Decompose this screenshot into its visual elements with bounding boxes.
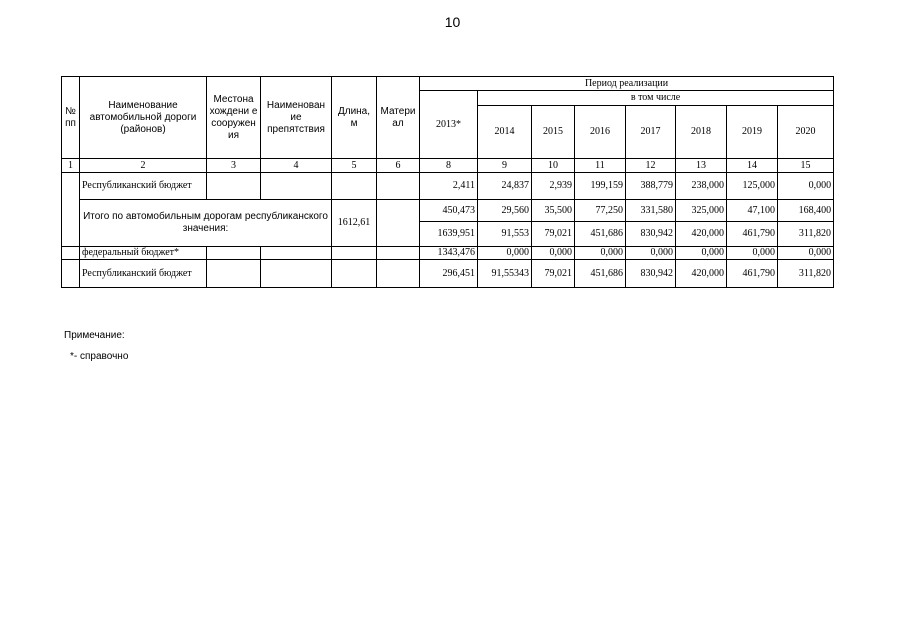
cell-value: 311,820 — [778, 260, 834, 288]
cell-value: 450,473 — [420, 200, 478, 222]
header-no: № пп — [62, 77, 80, 159]
col-number: 8 — [420, 159, 478, 173]
cell-value: 461,790 — [727, 260, 778, 288]
col-number: 12 — [626, 159, 676, 173]
total-length: 1612,61 — [332, 200, 377, 247]
column-numbers-row — [62, 159, 834, 173]
cell-value: 79,021 — [532, 222, 575, 247]
header-year-2014: 2014 — [478, 106, 532, 159]
header-year-2020: 2020 — [778, 106, 834, 159]
header-year-2018: 2018 — [676, 106, 727, 159]
col-number: 5 — [332, 159, 377, 173]
cell-value: 451,686 — [575, 222, 626, 247]
note-text: *- справочно — [70, 351, 129, 362]
cell-value: 24,837 — [478, 173, 532, 200]
header-period: Период реализации — [420, 77, 834, 91]
table-row — [62, 200, 834, 222]
page-number: 10 — [444, 14, 461, 30]
row-label-federal-budget: федеральный бюджет* — [80, 247, 207, 260]
col-number: 6 — [377, 159, 420, 173]
cell-value: 0,000 — [532, 247, 575, 260]
cell-value: 238,000 — [676, 173, 727, 200]
cell-value: 0,000 — [778, 173, 834, 200]
col-number: 11 — [575, 159, 626, 173]
cell-value: 388,779 — [626, 173, 676, 200]
cell-value: 830,942 — [626, 260, 676, 288]
header-year-2016: 2016 — [575, 106, 626, 159]
table-row — [62, 247, 834, 260]
cell-value: 1343,476 — [420, 247, 478, 260]
budget-table — [61, 76, 834, 288]
cell-value: 2,939 — [532, 173, 575, 200]
cell-value: 420,000 — [676, 222, 727, 247]
header-year-2019: 2019 — [727, 106, 778, 159]
cell-value: 311,820 — [778, 222, 834, 247]
header-year-2015: 2015 — [532, 106, 575, 159]
col-number: 3 — [207, 159, 261, 173]
col-number: 1 — [62, 159, 80, 173]
table-row — [62, 260, 834, 288]
cell-value: 91,553 — [478, 222, 532, 247]
cell-value: 0,000 — [626, 247, 676, 260]
cell-value: 420,000 — [676, 260, 727, 288]
cell-value: 35,500 — [532, 200, 575, 222]
cell-value: 79,021 — [532, 260, 575, 288]
row-label-total: Итого по автомобильным дорогам республиканского значения: — [80, 200, 332, 247]
col-number: 13 — [676, 159, 727, 173]
col-number: 4 — [261, 159, 332, 173]
cell-value: 47,100 — [727, 200, 778, 222]
col-number: 2 — [80, 159, 207, 173]
cell-value: 0,000 — [778, 247, 834, 260]
cell-value: 168,400 — [778, 200, 834, 222]
col-number: 15 — [778, 159, 834, 173]
col-number: 10 — [532, 159, 575, 173]
cell-value: 1639,951 — [420, 222, 478, 247]
header-year-2013: 2013* — [420, 91, 478, 159]
header-location: Местона хождени е сооружен ия — [207, 77, 261, 159]
header-material: Матери ал — [377, 77, 420, 159]
cell-value: 2,411 — [420, 173, 478, 200]
table-row — [62, 173, 834, 200]
cell-value: 451,686 — [575, 260, 626, 288]
row-label-republican-budget: Республиканский бюджет — [80, 173, 207, 200]
cell-value: 296,451 — [420, 260, 478, 288]
cell-value: 461,790 — [727, 222, 778, 247]
cell-value: 77,250 — [575, 200, 626, 222]
cell-value: 0,000 — [478, 247, 532, 260]
header-year-2017: 2017 — [626, 106, 676, 159]
cell-value: 830,942 — [626, 222, 676, 247]
cell-value: 91,55343 — [478, 260, 532, 288]
cell-value: 331,580 — [626, 200, 676, 222]
note-title: Примечание: — [64, 330, 125, 341]
cell-value: 0,000 — [575, 247, 626, 260]
header-obstacle: Наименован ие препятствия — [261, 77, 332, 159]
header-road-name: Наименование автомобильной дороги (районов) — [80, 77, 207, 159]
cell-value: 325,000 — [676, 200, 727, 222]
cell-value: 0,000 — [727, 247, 778, 260]
cell-value: 0,000 — [676, 247, 727, 260]
col-number: 14 — [727, 159, 778, 173]
row-label-republican-budget: Республиканский бюджет — [80, 260, 207, 288]
header-length: Длина, м — [332, 77, 377, 159]
cell-value: 29,560 — [478, 200, 532, 222]
cell-value: 125,000 — [727, 173, 778, 200]
header-including: в том числе — [478, 91, 834, 106]
cell-value: 199,159 — [575, 173, 626, 200]
col-number: 9 — [478, 159, 532, 173]
